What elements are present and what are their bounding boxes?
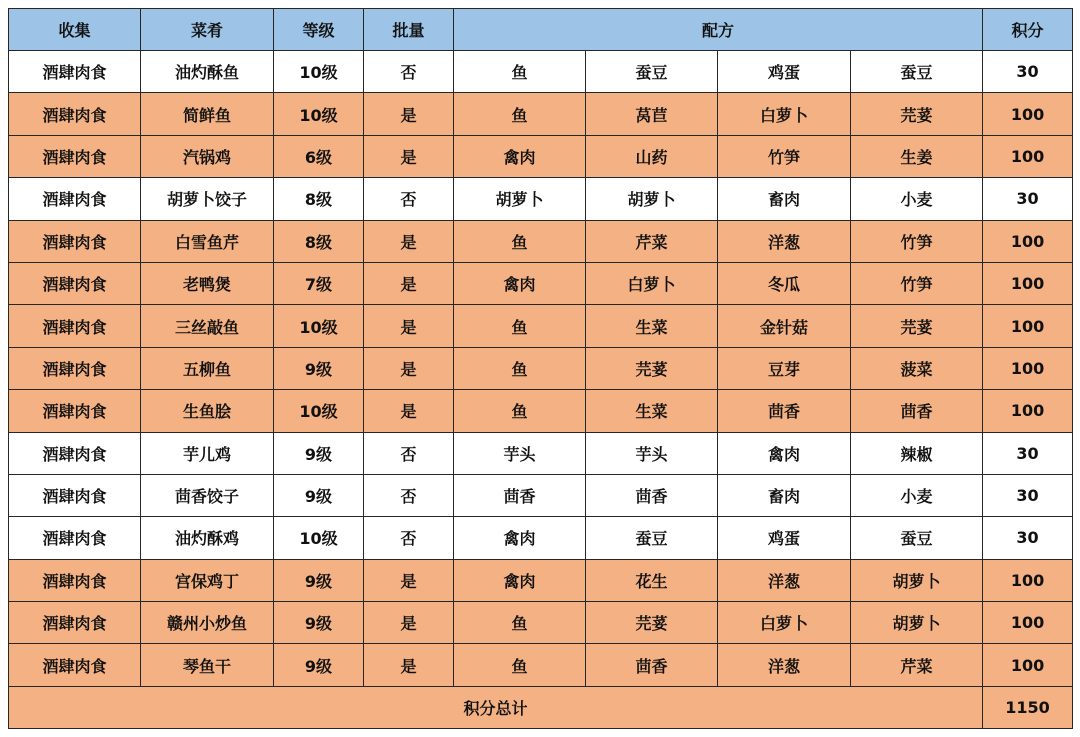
ingredient-cell: 辣椒 [851,432,983,474]
dish-cell: 简鲜鱼 [141,93,274,135]
batch-cell: 否 [364,432,454,474]
batch-cell: 否 [364,178,454,220]
ingredient-cell: 芹菜 [586,220,718,262]
ingredient-cell: 畜肉 [718,178,851,220]
batch-cell: 否 [364,51,454,93]
batch-cell: 是 [364,644,454,686]
dish-cell: 茴香饺子 [141,474,274,516]
batch-cell: 是 [364,305,454,347]
collection-cell: 酒肆肉食 [9,432,141,474]
ingredient-cell: 鱼 [454,602,586,644]
ingredient-cell: 洋葱 [718,559,851,601]
table-body [9,51,1073,687]
header-points: 积分 [983,9,1073,51]
table-row [9,602,1073,644]
header-level: 等级 [274,9,364,51]
points-cell: 30 [983,517,1073,559]
batch-cell: 否 [364,517,454,559]
ingredient-cell: 山药 [586,135,718,177]
collection-cell: 酒肆肉食 [9,390,141,432]
batch-cell: 是 [364,347,454,389]
ingredient-cell: 蚕豆 [851,517,983,559]
collection-cell: 酒肆肉食 [9,474,141,516]
table-row [9,93,1073,135]
ingredient-cell: 金针菇 [718,305,851,347]
ingredient-cell: 小麦 [851,474,983,516]
ingredient-cell: 禽肉 [718,432,851,474]
ingredient-cell: 芫荽 [851,305,983,347]
level-cell: 10级 [274,51,364,93]
dish-cell: 生鱼脍 [141,390,274,432]
header-batch: 批量 [364,9,454,51]
ingredient-cell: 洋葱 [718,644,851,686]
ingredient-cell: 花生 [586,559,718,601]
points-cell: 100 [983,93,1073,135]
ingredient-cell: 胡萝卜 [851,602,983,644]
collection-cell: 酒肆肉食 [9,51,141,93]
collection-cell: 酒肆肉食 [9,135,141,177]
batch-cell: 是 [364,135,454,177]
table-row [9,432,1073,474]
ingredient-cell: 莴苣 [586,93,718,135]
collection-cell: 酒肆肉食 [9,559,141,601]
ingredient-cell: 竹笋 [851,220,983,262]
dish-cell: 汽锅鸡 [141,135,274,177]
ingredient-cell: 鸡蛋 [718,51,851,93]
batch-cell: 是 [364,602,454,644]
ingredient-cell: 竹笋 [851,262,983,304]
ingredient-cell: 芹菜 [851,644,983,686]
table-row [9,135,1073,177]
points-cell: 100 [983,135,1073,177]
table-row [9,644,1073,686]
ingredient-cell: 茴香 [851,390,983,432]
ingredient-cell: 鱼 [454,220,586,262]
ingredient-cell: 芫荽 [586,602,718,644]
table-row [9,178,1073,220]
ingredient-cell: 鱼 [454,347,586,389]
ingredient-cell: 竹笋 [718,135,851,177]
table-row [9,262,1073,304]
ingredient-cell: 茴香 [586,474,718,516]
table-row [9,474,1073,516]
header-dish: 菜肴 [141,9,274,51]
level-cell: 9级 [274,347,364,389]
level-cell: 8级 [274,178,364,220]
collection-cell: 酒肆肉食 [9,262,141,304]
level-cell: 6级 [274,135,364,177]
dish-cell: 赣州小炒鱼 [141,602,274,644]
ingredient-cell: 芋头 [454,432,586,474]
points-cell: 100 [983,262,1073,304]
batch-cell: 否 [364,474,454,516]
level-cell: 10级 [274,390,364,432]
level-cell: 8级 [274,220,364,262]
ingredient-cell: 鱼 [454,51,586,93]
recipe-table-container [8,8,1072,729]
ingredient-cell: 豆芽 [718,347,851,389]
ingredient-cell: 茴香 [586,644,718,686]
level-cell: 9级 [274,559,364,601]
ingredient-cell: 菠菜 [851,347,983,389]
dish-cell: 芋儿鸡 [141,432,274,474]
collection-cell: 酒肆肉食 [9,178,141,220]
total-label: 积分总计 [9,686,983,728]
batch-cell: 是 [364,93,454,135]
dish-cell: 三丝敲鱼 [141,305,274,347]
total-value: 1150 [983,686,1073,728]
dish-cell: 胡萝卜饺子 [141,178,274,220]
level-cell: 9级 [274,432,364,474]
points-cell: 30 [983,432,1073,474]
dish-cell: 宫保鸡丁 [141,559,274,601]
collection-cell: 酒肆肉食 [9,220,141,262]
points-cell: 100 [983,559,1073,601]
ingredient-cell: 禽肉 [454,517,586,559]
level-cell: 7级 [274,262,364,304]
dish-cell: 五柳鱼 [141,347,274,389]
dish-cell: 琴鱼干 [141,644,274,686]
points-cell: 100 [983,390,1073,432]
ingredient-cell: 茴香 [718,390,851,432]
ingredient-cell: 禽肉 [454,559,586,601]
table-row [9,305,1073,347]
points-cell: 30 [983,51,1073,93]
ingredient-cell: 胡萝卜 [586,178,718,220]
dish-cell: 老鸭煲 [141,262,274,304]
ingredient-cell: 胡萝卜 [454,178,586,220]
ingredient-cell: 冬瓜 [718,262,851,304]
ingredient-cell: 胡萝卜 [851,559,983,601]
points-cell: 100 [983,347,1073,389]
ingredient-cell: 蚕豆 [586,51,718,93]
batch-cell: 是 [364,220,454,262]
collection-cell: 酒肆肉食 [9,93,141,135]
points-cell: 100 [983,220,1073,262]
ingredient-cell: 白萝卜 [718,93,851,135]
header-recipe: 配方 [454,9,983,51]
dish-cell: 白雪鱼芹 [141,220,274,262]
total-row [9,686,1073,728]
ingredient-cell: 生菜 [586,390,718,432]
ingredient-cell: 芫荽 [851,93,983,135]
ingredient-cell: 小麦 [851,178,983,220]
header-row [9,9,1073,51]
ingredient-cell: 蚕豆 [586,517,718,559]
ingredient-cell: 白萝卜 [586,262,718,304]
table-row [9,517,1073,559]
ingredient-cell: 鱼 [454,93,586,135]
points-cell: 100 [983,644,1073,686]
points-cell: 30 [983,474,1073,516]
table-row [9,220,1073,262]
table-row [9,390,1073,432]
ingredient-cell: 芋头 [586,432,718,474]
ingredient-cell: 禽肉 [454,262,586,304]
ingredient-cell: 禽肉 [454,135,586,177]
collection-cell: 酒肆肉食 [9,644,141,686]
batch-cell: 是 [364,262,454,304]
ingredient-cell: 茴香 [454,474,586,516]
level-cell: 10级 [274,93,364,135]
table-row [9,559,1073,601]
level-cell: 9级 [274,602,364,644]
level-cell: 9级 [274,474,364,516]
dish-cell: 油灼酥鱼 [141,51,274,93]
ingredient-cell: 蚕豆 [851,51,983,93]
level-cell: 10级 [274,517,364,559]
table-row [9,51,1073,93]
ingredient-cell: 芫荽 [586,347,718,389]
recipe-table [8,8,1073,729]
ingredient-cell: 白萝卜 [718,602,851,644]
batch-cell: 是 [364,390,454,432]
collection-cell: 酒肆肉食 [9,305,141,347]
level-cell: 10级 [274,305,364,347]
collection-cell: 酒肆肉食 [9,347,141,389]
collection-cell: 酒肆肉食 [9,602,141,644]
ingredient-cell: 生菜 [586,305,718,347]
table-row [9,347,1073,389]
points-cell: 100 [983,305,1073,347]
dish-cell: 油灼酥鸡 [141,517,274,559]
ingredient-cell: 鱼 [454,305,586,347]
ingredient-cell: 鱼 [454,644,586,686]
level-cell: 9级 [274,644,364,686]
ingredient-cell: 鱼 [454,390,586,432]
header-collection: 收集 [9,9,141,51]
ingredient-cell: 畜肉 [718,474,851,516]
ingredient-cell: 鸡蛋 [718,517,851,559]
ingredient-cell: 洋葱 [718,220,851,262]
points-cell: 30 [983,178,1073,220]
collection-cell: 酒肆肉食 [9,517,141,559]
batch-cell: 是 [364,559,454,601]
ingredient-cell: 生姜 [851,135,983,177]
points-cell: 100 [983,602,1073,644]
